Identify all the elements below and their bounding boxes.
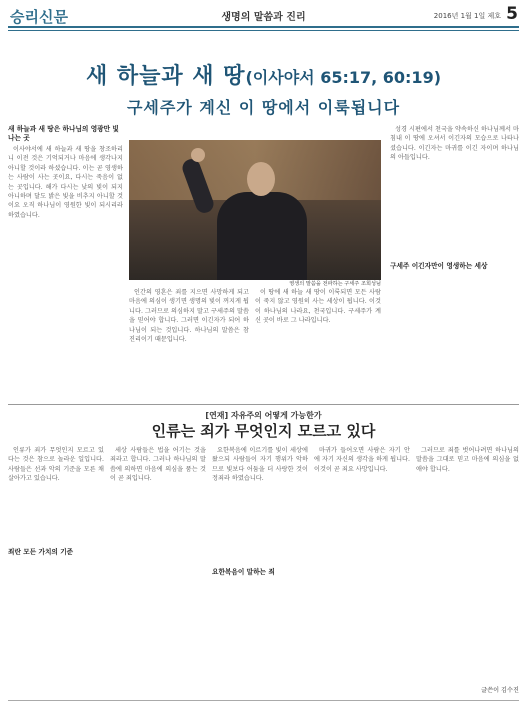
headline	[0, 59, 527, 90]
masthead-rule-thin	[8, 30, 519, 31]
photo-preacher	[129, 140, 381, 280]
series-column-2	[110, 446, 206, 696]
paragraph: 요한복음에 이르기를 빛이 세상에 왔으되 사람들이 자기 행위가 악하므로 빛보다 어둠을 더 사랑한 것이 정죄라 하였습니다.	[212, 447, 308, 483]
article-column-2	[129, 288, 249, 398]
series-kicker: [연재] 자유주의 어떻게 가능한가	[205, 411, 322, 420]
paragraph: 인간의 영혼은 죄를 지으면 사망하게 되고 마음에 의심이 생기면 생명의 빛이 꺼지게 됩니다. 그러므로 의심하지 말고 구세주의 말씀을 믿어야 합니다. 그러면 이긴자가 되어 하나님이 되는 것입니다. 하나님의 말씀은 참 진리이기 때문입니다.	[129, 289, 249, 344]
series-title: 인류는 죄가 무엇인지 모르고 있다	[151, 422, 376, 440]
page-number: 5	[506, 4, 518, 24]
paragraph: 마귀가 들어오면 사람은 자기 안에 자기 자신의 생각을 하게 됩니다. 이것이 곧 죄요 사망입니다.	[314, 447, 410, 473]
tagline: 생명의 말씀과 진리	[221, 12, 306, 23]
article-column-2-top	[129, 125, 249, 140]
series-column-1	[8, 568, 104, 696]
series-section-heading-1: 죄란 모든 가치의 기준	[8, 548, 74, 556]
paragraph: 인류가 죄가 무엇인지 모르고 있다는 것은 참으로 놀라운 일입니다. 사람들은 선과 악의 기준을 모른 채 살아가고 있습니다.	[8, 447, 104, 483]
paragraph: 세상 사람들은 법을 어기는 것을 죄라고 합니다. 그러나 하나님의 말씀에 의하면 마음에 의심을 품는 것이 곧 죄입니다.	[110, 447, 206, 483]
headline-reference: (이사야서 65:17, 60:19)	[245, 68, 442, 87]
article-column-4	[390, 282, 519, 398]
article-column-3	[255, 288, 381, 398]
article-column-1	[8, 145, 123, 400]
section-heading-col1: 새 하늘과 새 땅은 하나님의 영광만 빛나는 곳	[8, 125, 119, 142]
series-column-3	[212, 588, 308, 696]
section-divider	[8, 404, 519, 405]
footer-rule	[8, 700, 519, 701]
section-heading-col4: 구세주 이긴자만이 영생하는 세상	[390, 262, 488, 270]
series-column-1-top	[8, 446, 104, 546]
paragraph: 성경 시편에서 천국을 약속하신 하나님께서 마침내 이 땅에 오셔서 이긴자의 모습으로 나타나셨습니다. 이긴자는 마귀를 이긴 자이며 하나님의 아들입니다.	[390, 126, 519, 162]
series-article-header	[8, 410, 519, 440]
masthead-rule	[8, 26, 519, 28]
photo-caption: 영생의 말씀을 전파하는 구세주 조희성님	[289, 281, 381, 287]
paragraph: 그러므로 죄를 벗어나려면 하나님의 말씀을 그대로 믿고 마음에 의심을 없애야 합니다.	[416, 447, 519, 473]
series-column-4	[314, 446, 410, 696]
author-signature: 글쓴이 김수진	[481, 687, 519, 694]
paragraph: 이 땅에 새 하늘 새 땅이 이룩되면 모든 사람이 죽지 않고 영원히 사는 세상이 됩니다. 이것이 하나님의 나라요, 천국입니다. 구세주가 계신 곳이 바로 그 나라입니다.	[255, 289, 381, 325]
subheadline: 구세주가 계신 이 땅에서 이룩됩니다	[126, 98, 401, 117]
series-section-heading-3: 요한복음이 말하는 죄	[212, 568, 275, 576]
series-column-5	[416, 446, 519, 682]
paragraph: 이사야서에 새 하늘과 새 땅을 창조하리니 이전 것은 기억되거나 마음에 생각나지 아니할 것이라 하셨습니다. 이는 곧 영생하는 사람이 사는 곳이요, 다시는 죽음이 없는 곳입니다. 해가 다시는 낮의 빛이 되지 아니하며 달도 밝은 빛을 비추지 아니할 것이요 오직 하나님이 영원한 빛이 되시리라 하였습니다.	[8, 146, 123, 219]
masthead	[0, 0, 527, 48]
issue-date: 2016년 1월 1일 제호	[433, 12, 501, 20]
newspaper-logo: 승리신문	[10, 8, 68, 26]
headline-main: 새 하늘과 새 땅	[85, 64, 246, 89]
article-column-4-top	[390, 125, 519, 257]
series-column-3-top	[212, 446, 308, 566]
